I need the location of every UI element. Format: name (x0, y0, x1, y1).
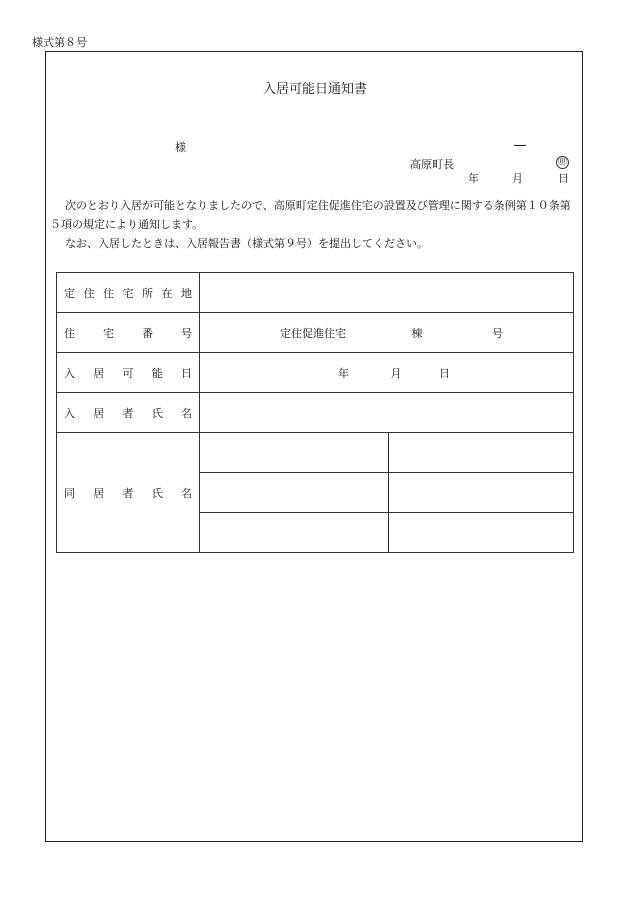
location-label: 定 住 住 宅 所 在 地 (57, 273, 200, 313)
move-in-date-value-field[interactable] (200, 353, 574, 393)
body-line-2: ５項の規定により通知します。 (50, 218, 204, 231)
row-move-in-date (57, 353, 574, 393)
house-number-number: 号 (492, 326, 503, 340)
house-number-value-field[interactable] (200, 313, 574, 353)
resident-name-value-field[interactable] (200, 393, 574, 433)
house-number-building: 棟 (411, 326, 423, 340)
row-location (57, 273, 574, 313)
cohabitant-1-right-field[interactable] (389, 433, 574, 473)
notice-body (50, 196, 578, 253)
cohabitant-name-label: 同 居 者 氏 名 (57, 433, 200, 553)
row-house-number (57, 313, 574, 353)
date-dash (514, 145, 526, 146)
move-in-day: 日 (439, 366, 450, 380)
body-line-1: 次のとおり入居が可能となりましたので、高原町定住促進住宅の設置及び管理に関する条例第１０条第 (65, 199, 571, 212)
move-in-year: 年 (338, 366, 349, 380)
body-line-3: なお、入居したときは、入居報告書（様式第９号）を提出してください。 (65, 237, 428, 250)
resident-name-label: 入 居 者 氏 名 (57, 393, 200, 433)
location-value-field[interactable] (200, 273, 574, 313)
addressee-suffix: 様 (175, 141, 186, 154)
info-table (56, 272, 574, 553)
date-month-label: 月 (512, 172, 523, 185)
seal-mark-icon: ㊞ (557, 157, 567, 167)
date-day-label: 日 (558, 172, 569, 185)
cohabitant-3-left-field[interactable] (200, 513, 389, 553)
cohabitant-2-left-field[interactable] (200, 473, 389, 513)
cohabitant-2-right-field[interactable] (389, 473, 574, 513)
cohabitant-3-right-field[interactable] (389, 513, 574, 553)
date-year-label: 年 (468, 172, 479, 185)
sender-name: 高原町長 (410, 158, 454, 171)
row-resident-name (57, 393, 574, 433)
row-cohabitant-1 (57, 433, 574, 473)
form-number: 様式第８号 (32, 36, 87, 49)
move-in-date-label: 入 居 可 能 日 (57, 353, 200, 393)
move-in-month: 月 (390, 366, 402, 380)
cohabitant-1-left-field[interactable] (200, 433, 389, 473)
house-number-label: 住 宅 番 号 (57, 313, 200, 353)
house-number-prefix: 定住促進住宅 (280, 326, 346, 340)
document-title: 入居可能日通知書 (262, 82, 367, 97)
